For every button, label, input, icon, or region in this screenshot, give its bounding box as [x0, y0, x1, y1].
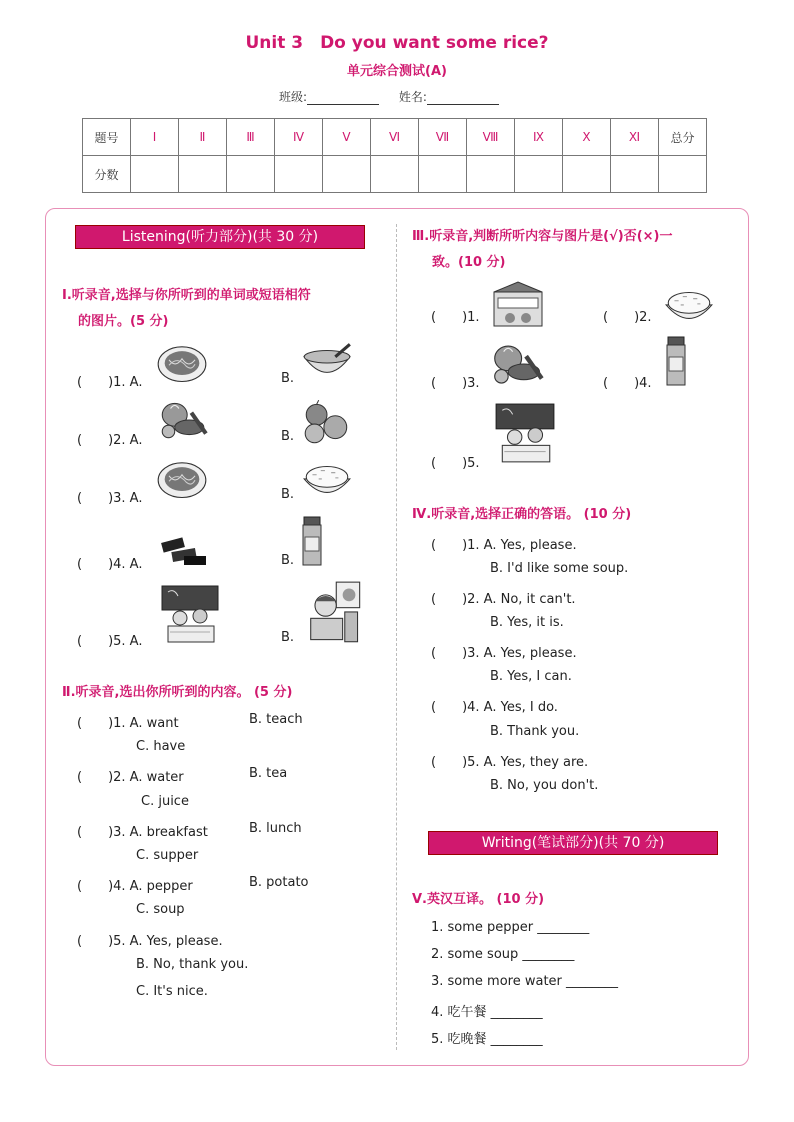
score-cell[interactable] [179, 156, 227, 193]
score-cell[interactable] [323, 156, 371, 193]
dinner-icon[interactable] [494, 402, 556, 466]
s4-item-1-a: ( )1. A. Yes, please. [431, 538, 577, 553]
column-header: Ⅰ [131, 119, 179, 156]
column-header: Ⅸ [515, 119, 563, 156]
column-header: Ⅷ [467, 119, 515, 156]
score-cell[interactable] [227, 156, 275, 193]
s5-item-2[interactable]: 2. some soup ________ [431, 947, 575, 962]
s2-item-4-a: ( )4. A. pepper [77, 879, 193, 894]
name-field[interactable] [427, 92, 499, 105]
s4-item-3-b: B. Yes, I can. [490, 669, 572, 684]
s3-item-5-label: ( )5. [431, 456, 480, 471]
s1-item-3-b: B. [281, 487, 295, 502]
milk-carton-icon[interactable] [488, 280, 548, 328]
s2-item-1-c: C. have [136, 739, 186, 754]
s1-item-3-label: ( )3. A. [77, 491, 143, 506]
breakfast-icon[interactable] [300, 580, 364, 646]
s2-item-3-a: ( )3. A. breakfast [77, 825, 208, 840]
section-3-title [412, 224, 673, 276]
s5-item-1[interactable]: 1. some pepper ________ [431, 920, 590, 935]
s2-item-1-a: ( )1. A. want [77, 716, 179, 731]
s4-item-5-b: B. No, you don't. [490, 778, 599, 793]
section-1-title [62, 283, 311, 335]
score-table [82, 118, 707, 193]
s1-item-2-label: ( )2. A. [77, 433, 143, 448]
vegetables-icon[interactable] [156, 398, 208, 442]
class-label: 班级: [279, 90, 308, 104]
s4-item-3-a: ( )3. A. Yes, please. [431, 646, 577, 661]
s5-item-5[interactable]: 5. 吃晚餐 ________ [431, 1032, 543, 1047]
score-cell[interactable] [611, 156, 659, 193]
s2-item-2-b: B. tea [249, 766, 288, 781]
s4-item-4-a: ( )4. A. Yes, I do. [431, 700, 558, 715]
s2-item-1-b: B. teach [249, 712, 303, 727]
soup-icon[interactable] [300, 342, 354, 384]
section-2-title: Ⅱ.听录音,选出你所听到的内容。 (5 分) [62, 685, 293, 700]
noodles-icon[interactable] [156, 456, 208, 500]
s3-item-2-label: ( )2. [603, 310, 652, 325]
s4-item-5-a: ( )5. A. Yes, they are. [431, 755, 589, 770]
name-label: 姓名: [398, 90, 427, 104]
table-row [83, 119, 707, 156]
column-header: Ⅱ [179, 119, 227, 156]
s2-item-3-c: C. supper [136, 848, 199, 863]
column-header: Ⅴ [323, 119, 371, 156]
page-subtitle: 单元综合测试(A) [347, 64, 447, 79]
section-3-title-line1: Ⅲ.听录音,判断所听内容与图片是(√)否(×)一 [412, 229, 673, 244]
vegetables-icon[interactable] [488, 340, 544, 388]
column-header: Ⅳ [275, 119, 323, 156]
s2-item-2-c: C. juice [141, 794, 189, 809]
s2-item-2-a: ( )2. A. water [77, 770, 184, 785]
s1-item-5-label: ( )5. A. [77, 634, 143, 649]
s2-item-4-b: B. potato [249, 875, 309, 890]
s2-item-5-a: ( )5. A. Yes, please. [77, 934, 223, 949]
s3-item-4-label: ( )4. [603, 376, 652, 391]
row-label: 分数 [83, 156, 131, 193]
column-header: Ⅺ [611, 119, 659, 156]
s5-item-3[interactable]: 3. some more water ________ [431, 974, 619, 989]
s4-item-4-b: B. Thank you. [490, 724, 580, 739]
section-5-title: Ⅴ.英汉互译。 (10 分) [412, 892, 545, 907]
s3-item-3-label: ( )3. [431, 376, 480, 391]
section-3-title-line2: 致。(10 分) [432, 255, 506, 270]
column-divider [396, 224, 397, 1050]
s1-item-4-b: B. [281, 553, 295, 568]
column-header: Ⅹ [563, 119, 611, 156]
score-cell[interactable] [371, 156, 419, 193]
s1-item-1-label: ( )1. A. [77, 375, 143, 390]
section-1-title-line1: Ⅰ.听录音,选择与你所听到的单词或短语相符 [62, 288, 311, 303]
column-header: Ⅲ [227, 119, 275, 156]
total-header: 总分 [659, 119, 707, 156]
s1-item-5-b: B. [281, 630, 295, 645]
score-cell[interactable] [467, 156, 515, 193]
column-header: Ⅶ [419, 119, 467, 156]
class-field[interactable] [307, 92, 379, 105]
fruit-icon[interactable] [300, 400, 354, 444]
s2-item-4-c: C. soup [136, 902, 185, 917]
score-cell[interactable] [419, 156, 467, 193]
writing-band: Writing(笔试部分)(共 70 分) [428, 831, 718, 855]
section-4-title: Ⅳ.听录音,选择正确的答语。 (10 分) [412, 507, 632, 522]
table-row [83, 156, 707, 193]
student-info [0, 88, 794, 105]
noodles-icon[interactable] [156, 340, 208, 384]
dinner-icon[interactable] [160, 584, 220, 646]
s5-item-4[interactable]: 4. 吃午餐 ________ [431, 1005, 543, 1020]
s4-item-2-a: ( )2. A. No, it can't. [431, 592, 576, 607]
s1-item-4-label: ( )4. A. [77, 557, 143, 572]
chocolate-icon[interactable] [156, 530, 212, 570]
score-cell[interactable] [275, 156, 323, 193]
s4-item-2-b: B. Yes, it is. [490, 615, 564, 630]
score-cell[interactable] [659, 156, 707, 193]
s4-item-1-b: B. I'd like some soup. [490, 561, 629, 576]
rice-icon[interactable] [662, 286, 716, 328]
score-cell[interactable] [131, 156, 179, 193]
pepper-icon[interactable] [664, 334, 688, 388]
s1-item-2-b: B. [281, 429, 295, 444]
s1-item-1-b: B. [281, 371, 295, 386]
s2-item-5-b: B. No, thank you. [136, 957, 249, 972]
pepper-icon[interactable] [300, 514, 324, 568]
s2-item-3-b: B. lunch [249, 821, 302, 836]
column-header: Ⅵ [371, 119, 419, 156]
rice-icon[interactable] [300, 460, 354, 502]
s3-item-1-label: ( )1. [431, 310, 480, 325]
listening-band: Listening(听力部分)(共 30 分) [75, 225, 365, 249]
section-1-title-line2: 的图片。(5 分) [78, 314, 169, 329]
page-title: Unit 3 Do you want some rice? [245, 33, 549, 53]
row-label: 题号 [83, 119, 131, 156]
score-cell[interactable] [515, 156, 563, 193]
score-cell[interactable] [563, 156, 611, 193]
s2-item-5-c: C. It's nice. [136, 984, 208, 999]
